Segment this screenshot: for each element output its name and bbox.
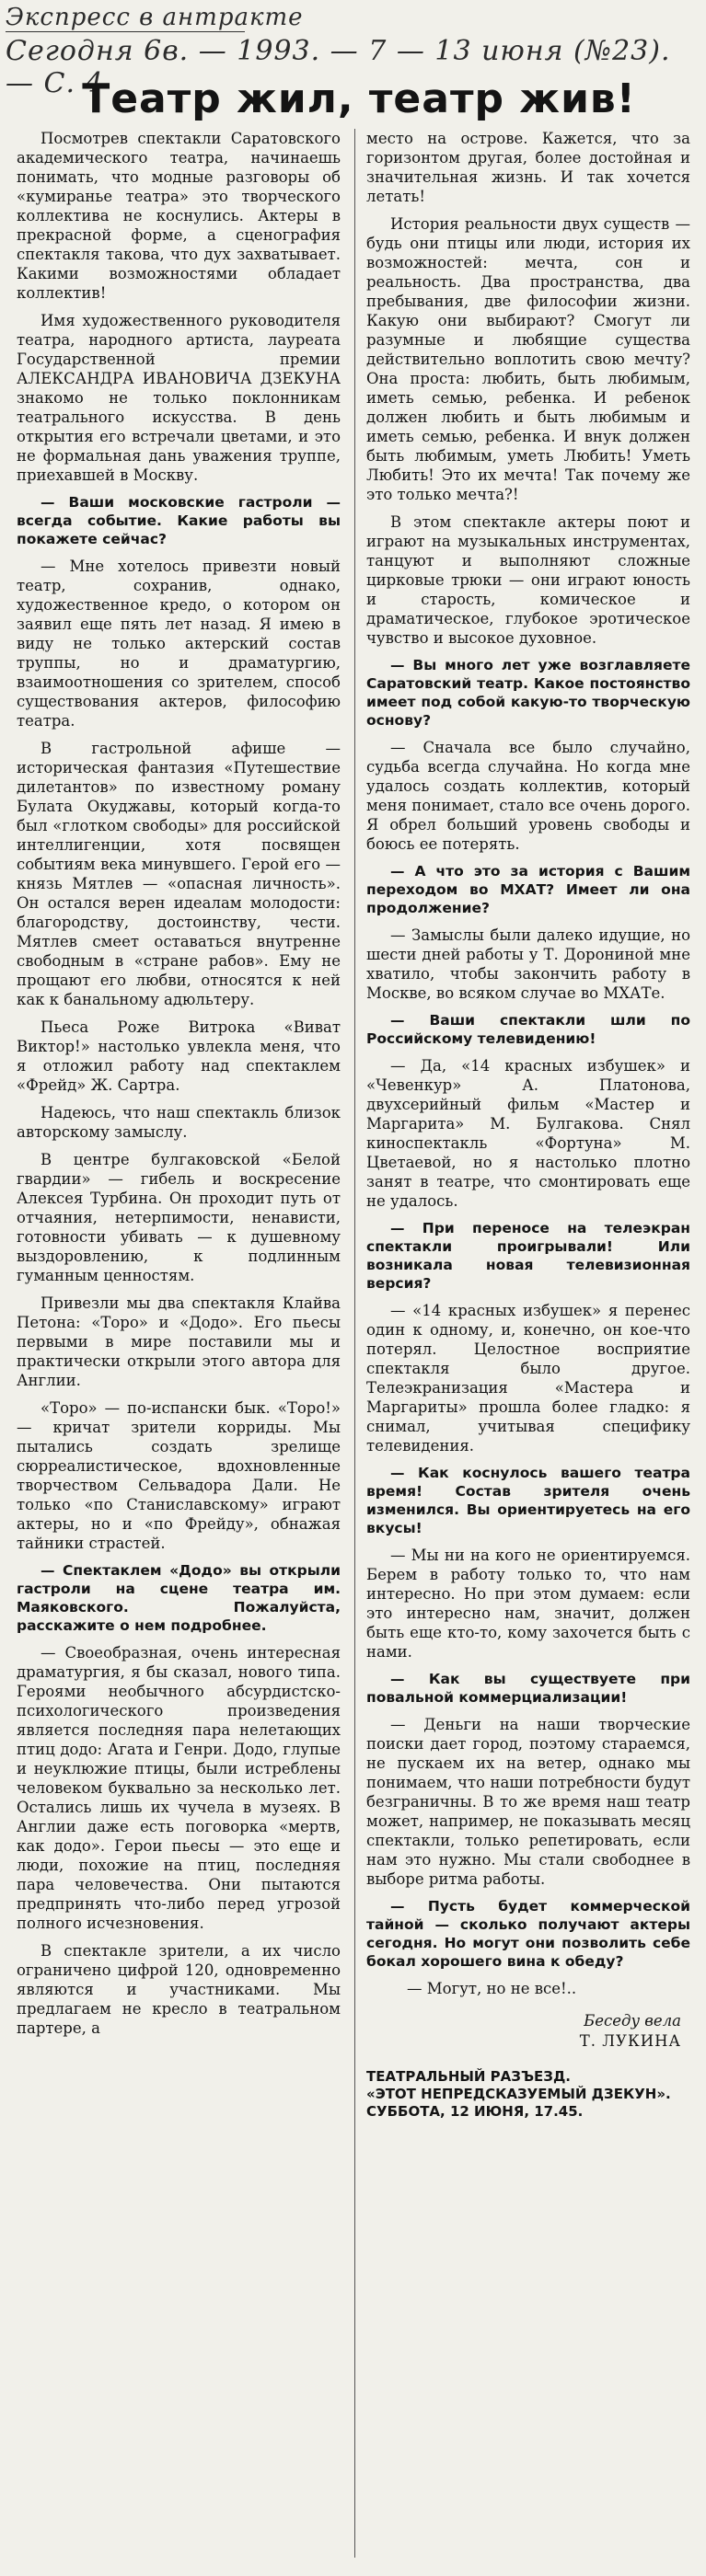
interview-question: — Ваши спектакли шли по Российскому телевидению! [366, 1012, 690, 1047]
article-paragraph: История реальности двух существ — будь они птицы или люди, история их возможностей: мечта, сон и реальность. Два пространства, два пребывания, две философии жизни. Какую они выбирают? Смогут ли разумные и любящие существа действительно воплотить свою мечту? Она проста: любить, быть любимым, иметь семью, ребенка. И ребенок должен любить и быть любимым и иметь семью, ребенка. И внук должен быть любимым, уметь Любить! Уметь Любить! Это их мечта! Так почему же это только мечта?! [366, 215, 690, 503]
handwritten-source-date: Сегодня 6в. — 1993. — 7 — 13 июня (№23). — С. 4 [6, 35, 671, 99]
article-paragraph: «Торо» — по-испански бык. «Торо!» — кричат зрители корриды. Мы пытались создать зрелище сюрреалистическое, вдохновленные творчеством Сельвадора Дали. Не только «по Станиславскому» играют актеры, но и «по Фрейду», обнажая тайники страстей. [17, 1399, 341, 1552]
article-paragraph: — Своеобразная, очень интересная драматургия, я бы сказал, нового типа. Героями необычного абсурдистско-психологического произведения является последняя пара нелетающих птиц додо: Агата и Генри. Додо, глупые и неуклюжие птицы, были истреблены человеком буквально за несколько лет. Остались лишь их чучела в музеях. В Англии даже есть поговорка «мертв, как додо». Герои пьесы — это еще и люди, похожие на птиц, последняя пара человечества. Они пытаются предпринять что-либо перед угрозой полного исчезновения. [17, 1644, 341, 1932]
right-column-body [366, 129, 690, 1998]
interview-question: — Ваши московские гастроли — всегда событие. Какие работы вы покажете сейчас? [17, 494, 341, 547]
article-paragraph: — Могут, но не все!.. [407, 1980, 577, 1997]
article-paragraph: — Сначала все было случайно, судьба всегда случайна. Но когда мне удалось создать коллектив, который меня понимает, стало все очень дорого. Я обрел больший уровень свободы и боюсь ее потерять. [366, 739, 690, 853]
byline [366, 2011, 681, 2052]
article-paragraph: Привезли мы два спектакля Клайва Петона: «Торо» и «Додо». Его пьесы первыми в мире поставили мы и практически открыли этого автора для Англии. [17, 1294, 341, 1389]
article-column-right [366, 129, 690, 2565]
column-divider [354, 129, 355, 2558]
handwritten-underline [6, 31, 245, 32]
interview-question: — Вы много лет уже возглавляете Саратовский театр. Какое постоянство имеет под собой какую-то творческую основу? [366, 657, 690, 729]
article-paragraph: — «14 красных избушек» я перенес один к одному, и, конечно, он кое-что потерял. Целостное восприятие спектакля было другое. Телеэкранизация «Мастера и Маргариты» прошла более гладко: я снимал, учитывая специфику телевидения. [366, 1302, 690, 1455]
article-paragraph: место на острове. Кажется, что за горизонтом другая, более достойная и значительная жизнь. И так хочется летать! [366, 130, 690, 205]
article-column-left [17, 129, 341, 2565]
article-paragraph: Имя художественного руководителя театра, народного артиста, лауреата Государственной премии АЛЕКСАНДРА ИВАНОВИЧА ДЗЕКУНА знакомо не только поклонникам театрального искусства. В день открытия его встречали цветами, и это не формальная дань уважения труппе, приехавшей в Москву. [17, 312, 341, 484]
article-paragraph: В центре булгаковской «Белой гвардии» — гибель и воскресение Алексея Турбина. Он проходит путь от отчаяния, нетерпимости, ненависти, готовности убивать — к душевному выздоровлению, к подлинным гуманным ценностям. [17, 1151, 341, 1284]
performance-notice [366, 2068, 690, 2121]
byline-label: Беседу вела [584, 2012, 681, 2030]
interview-question: — Как коснулось вашего театра время! Состав зрителя очень изменился. Вы ориентируетесь на его вкусы! [366, 1465, 690, 1536]
notice-line-3: СУББОТА, 12 ИЮНЯ, 17.45. [366, 2103, 584, 2120]
notice-line-1: ТЕАТРАЛЬНЫЙ РАЗЪЕЗД. [366, 2068, 571, 2085]
notice-line-2: «ЭТОТ НЕПРЕДСКАЗУЕМЫЙ ДЗЕКУН». [366, 2086, 671, 2102]
article-paragraph: — Деньги на наши творческие поиски дает город, поэтому стараемся, не пускаем их на ветер, однако мы понимаем, что наши потребности будут безграничны. В то же время наш театр может, например, не показывать месяц спектакли, только репетировать, если нам это нужно. Мы стали свободнее в выборе ритма работы. [366, 1716, 690, 1888]
interview-question: — Спектаклем «Додо» вы открыли гастроли на сцене театра им. Маяковского. Пожалуйста, расскажите о нем подробнее. [17, 1562, 341, 1634]
byline-author: Т. ЛУКИНА [579, 2032, 681, 2050]
article-paragraph: Надеюсь, что наш спектакль близок авторскому замыслу. [17, 1104, 341, 1141]
article-paragraph: В этом спектакле актеры поют и играют на музыкальных инструментах, танцуют и выполняют сложные цирковые трюки — они играют юность и старость, комическое и драматическое, глубокое эротическое чувство и высокое духовное. [366, 513, 690, 647]
interview-question: — При переносе на телеэкран спектакли проигрывали! Или возникала новая телевизионная версия? [366, 1220, 690, 1292]
interview-question: — А что это за история с Вашим переходом во МХАТ? Имеет ли она продолжение? [366, 863, 690, 916]
interview-question: — Как вы существуете при повальной коммерциализации! [366, 1671, 690, 1706]
article-headline: Театр жил, театр жив! [82, 75, 636, 122]
interview-question: — Пусть будет коммерческой тайной — сколько получают актеры сегодня. Но могут они позволить себе бокал хорошего вина к обеду? [366, 1898, 690, 1970]
handwritten-section-name: Экспресс в антракте [6, 4, 304, 31]
article-paragraph: — Мы ни на кого не ориентируемся. Берем в работу только то, что нам интересно. Но при этом думаем: если это интересно нам, значит, должен быть еще кто-то, кому захочется быть с нами. [366, 1547, 690, 1661]
article-paragraph: — Замыслы были далеко идущие, но шести дней работы у Т. Дорониной мне хватило, чтобы закончить работу в Москве, во всяком случае во МХАТе. [366, 926, 690, 1002]
article-paragraph: Пьеса Роже Витрока «Виват Виктор!» настолько увлекла меня, что я отложил работу над спектаклем «Фрейд» Ж. Сартра. [17, 1018, 341, 1094]
article-paragraph: В спектакле зрители, а их число ограничено цифрой 120, одновременно являются и участниками. Мы предлагаем не кресло в театральном партере, а [17, 1942, 341, 2037]
article-paragraph: Посмотрев спектакли Саратовского академического театра, начинаешь понимать, что модные разговоры об «кумиранье театра» это творческого коллектива не коснулись. Актеры в прекрасной форме, а сценография спектакля такова, что дух захватывает. Какими возможностями обладает коллектив! [17, 130, 341, 302]
article-paragraph: — Да, «14 красных избушек» и «Чевенкур» А. Платонова, двухсерийный фильм «Мастер и Маргарита» М. Булгакова. Снял киноспектакль «Фортуна» М. Цветаевой, но я настолько плотно занят в театре, что смонтировать еще не удалось. [366, 1057, 690, 1210]
article-paragraph: В гастрольной афише — историческая фантазия «Путешествие дилетантов» по известному роману Булата Окуджавы, который когда-то был «глотком свободы» для российской интеллигенции, хотя посвящен событиям века минувшего. Герой его — князь Мятлев — «опасная личность». Он остался верен идеалам молодости: благородству, достоинству, чести. Мятлев смеет оставаться внутренне свободным в «стране рабов». Ему не прощают его любви, относятся к ней как к банальному адюльтеру. [17, 740, 341, 1008]
article-paragraph: — Мне хотелось привезти новый театр, сохранив, однако, художественное кредо, о котором он заявил еще пять лет назад. Я имею в виду не только актерский состав труппы, но и драматургию, взаимоотношения со зрителем, способ существования актеров, философию театра. [17, 558, 341, 730]
